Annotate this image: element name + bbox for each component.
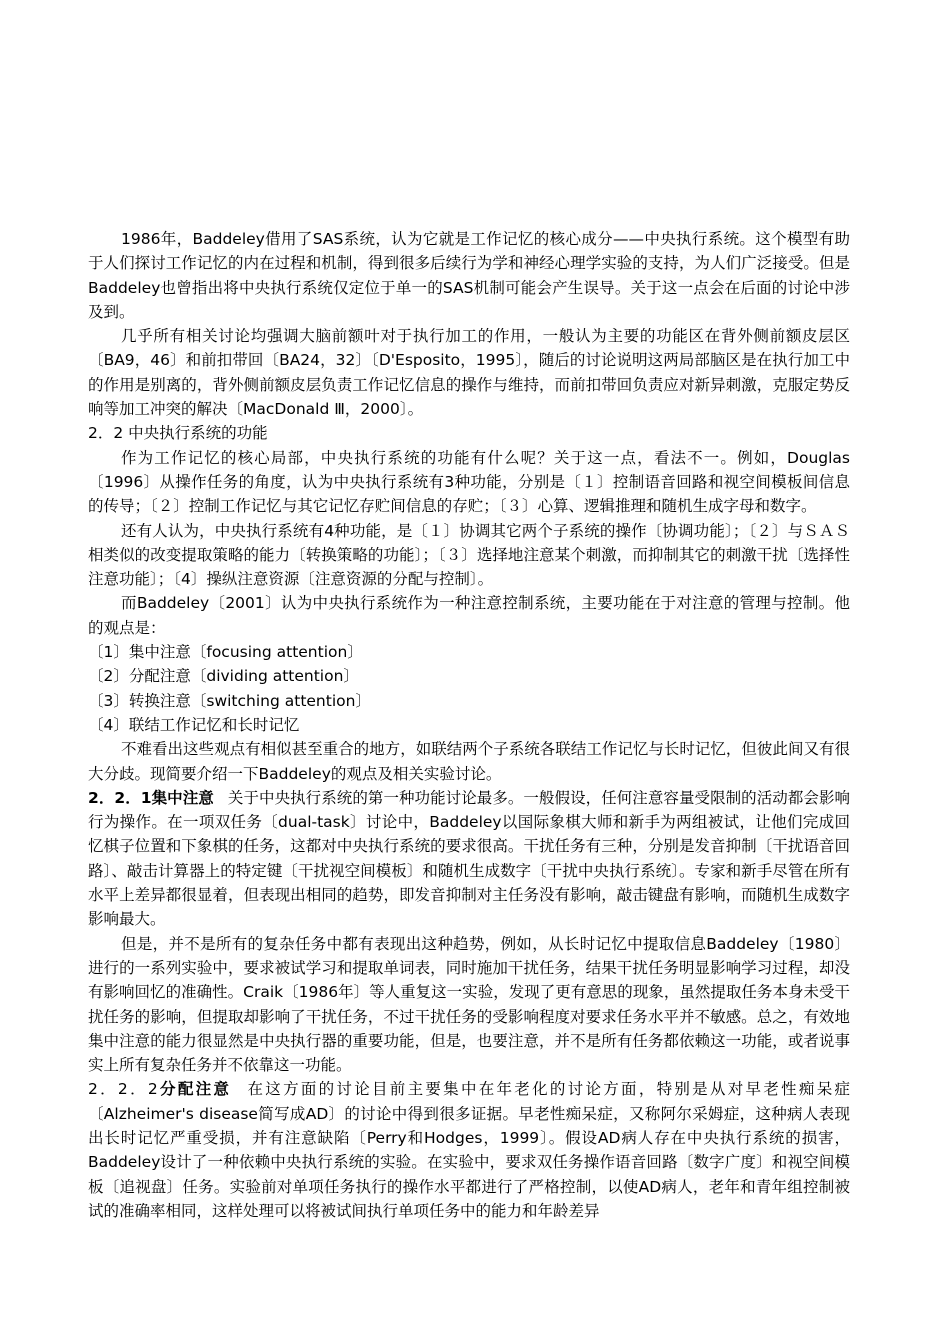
section-title: 集中注意 — [151, 788, 214, 807]
paragraph-views-summary: 不难看出这些观点有相似甚至重合的地方，如联结两个子系统各联结工作记忆与长时记忆，但彼此间又有很大分歧。现简要介绍一下Baddeley的观点及相关实验讨论。 — [88, 740, 850, 783]
list-item: 〔3〕转换注意〔switching attention〕 — [88, 691, 371, 710]
section-number: 2．2．2 — [88, 1080, 158, 1099]
list-item: 〔2〕分配注意〔dividing attention〕 — [88, 667, 359, 686]
list-item: 〔1〕集中注意〔focusing attention〕 — [88, 643, 363, 662]
paragraph-focusing-attention: 但是，并不是所有的复杂任务中都有表现出这种趋势，例如，从长时记忆中提取信息Baddeley〔1980〕进行的一系列实验中，要求被试学习和提取单词表，同时施加干扰任务，结果干扰任务明显影响学习过程，却没有影响回忆的准确性。Craik〔1986年〕等人重复这一实验，发现了更有意思的现象，虽然提取任务本身未受干扰任务的影响，但提取却影响了干扰任务，不过干扰任务的受影响程度对要求任务水平并不敏感。总之，有效地集中注意的能力很显然是中央执行器的重要功能，但是，也要注意，并不是所有任务都依赖这一功能，或者说事实上所有复杂任务并不依靠这一功能。 — [88, 934, 850, 1075]
paragraph-baddeley-sas: 1986年，Baddeley借用了SAS系统，认为它就是工作记忆的核心成分——中央执行系统。这个模型有助于人们探讨工作记忆的内在过程和机制，得到很多后续行为学和神经心理学实验的支持，为人们广泛接受。但是Baddeley也曾指出将中央执行系统仅定位于单一的SAS机制可能会产生误导。关于这一点会在后面的讨论中涉及到。 — [88, 230, 850, 321]
section-2-2-2 — [88, 1077, 850, 1223]
paragraph-functions-four: 还有人认为，中央执行系统有4种功能，是〔１〕协调其它两个子系统的操作〔协调功能〕；〔２〕与ＳＡＳ相类似的改变提取策略的能力〔转换策略的功能〕；〔３〕选择地注意某个刺激，而抑制其它的刺激干扰〔选择性注意功能〕；〔4〕操纵注意资源〔注意资源的分配与控制〕。 — [88, 521, 850, 589]
paragraph-prefrontal: 几乎所有相关讨论均强调大脑前额叶对于执行加工的作用，一般认为主要的功能区在背外侧前额皮层区〔BA9，46〕和前扣带回〔BA24，32〕〔D'Esposito，1995〕，随后的讨论说明这两局部脑区是在执行加工中的作用是别离的，背外侧前额皮层负责工作记忆信息的操作与维持，而前扣带回负责应对新异刺激，克服定势反响等加工冲突的解决〔MacDonald Ⅲ，2000〕。 — [88, 327, 850, 419]
list-item: 〔4〕联结工作记忆和长时记忆 — [88, 715, 300, 734]
paragraph-functions-douglas: 作为工作记忆的核心局部，中央执行系统的功能有什么呢？关于这一点，看法不一。例如，Douglas〔1996〕从操作任务的角度，认为中央执行系统有3种功能，分别是〔１〕控制语音回路和视空间模板间信息的传导；〔２〕控制工作记忆与其它记忆存贮间信息的存贮；〔３〕心算、逻辑推理和随机生成字母和数字。 — [88, 448, 850, 516]
document-body — [88, 227, 850, 1223]
section-lead-text: 关于中央执行系统的第一种功能讨论最多。一般假设，任何注意容量受限制的活动都会影响行为操作。在一项双任务〔dual-task〕讨论中，Baddeley以国际象棋大师和新手为两组被试，让他们完成回忆棋子位置和下象棋的任务，这都对中央执行系统的要求很高。干扰任务有三种，分别是发音抑制〔干扰语音回路〕、敲击计算器上的特定键〔干扰视空间模板〕和随机生成数字〔干扰中央执行系统〕。专家和新手尽管在所有水平上差异都很显着，但表现出相同的趋势，即发音抑制对主任务没有影响，敲击键盘有影响，而随机生成数字影响最大。 — [88, 788, 850, 929]
paragraph-functions-baddeley: 而Baddeley〔2001〕认为中央执行系统作为一种注意控制系统，主要功能在于对注意的管理与控制。他的观点是： — [88, 594, 850, 637]
section-lead-text: 在这方面的讨论目前主要集中在年老化的讨论方面，特别是从对早老性痴呆症〔Alzheimer's disease简写成AD〕的讨论中得到很多证据。早老性痴呆症，又称阿尔采姆症，这种病人表现出长时记忆严重受损，并有注意缺陷〔Perry和Hodges，1999〕。假设AD病人存在中央执行系统的损害，Baddeley设计了一种依赖中央执行系统的实验。在实验中，要求双任务操作语音回路〔数字广度〕和视空间模板〔追视盘〕任务。实验前对单项任务执行的操作水平都进行了严格控制，以使AD病人，老年和青年组控制被试的准确率相同，这样处理可以将被试间执行单项任务中的能力和年龄差异 — [88, 1080, 850, 1220]
section-title: 分配注意 — [157, 1080, 232, 1099]
section-2-2-1 — [88, 786, 850, 932]
section-heading-2-2: 2．2 中央执行系统的功能 — [88, 424, 268, 443]
section-number: 2．2．1 — [88, 788, 152, 807]
